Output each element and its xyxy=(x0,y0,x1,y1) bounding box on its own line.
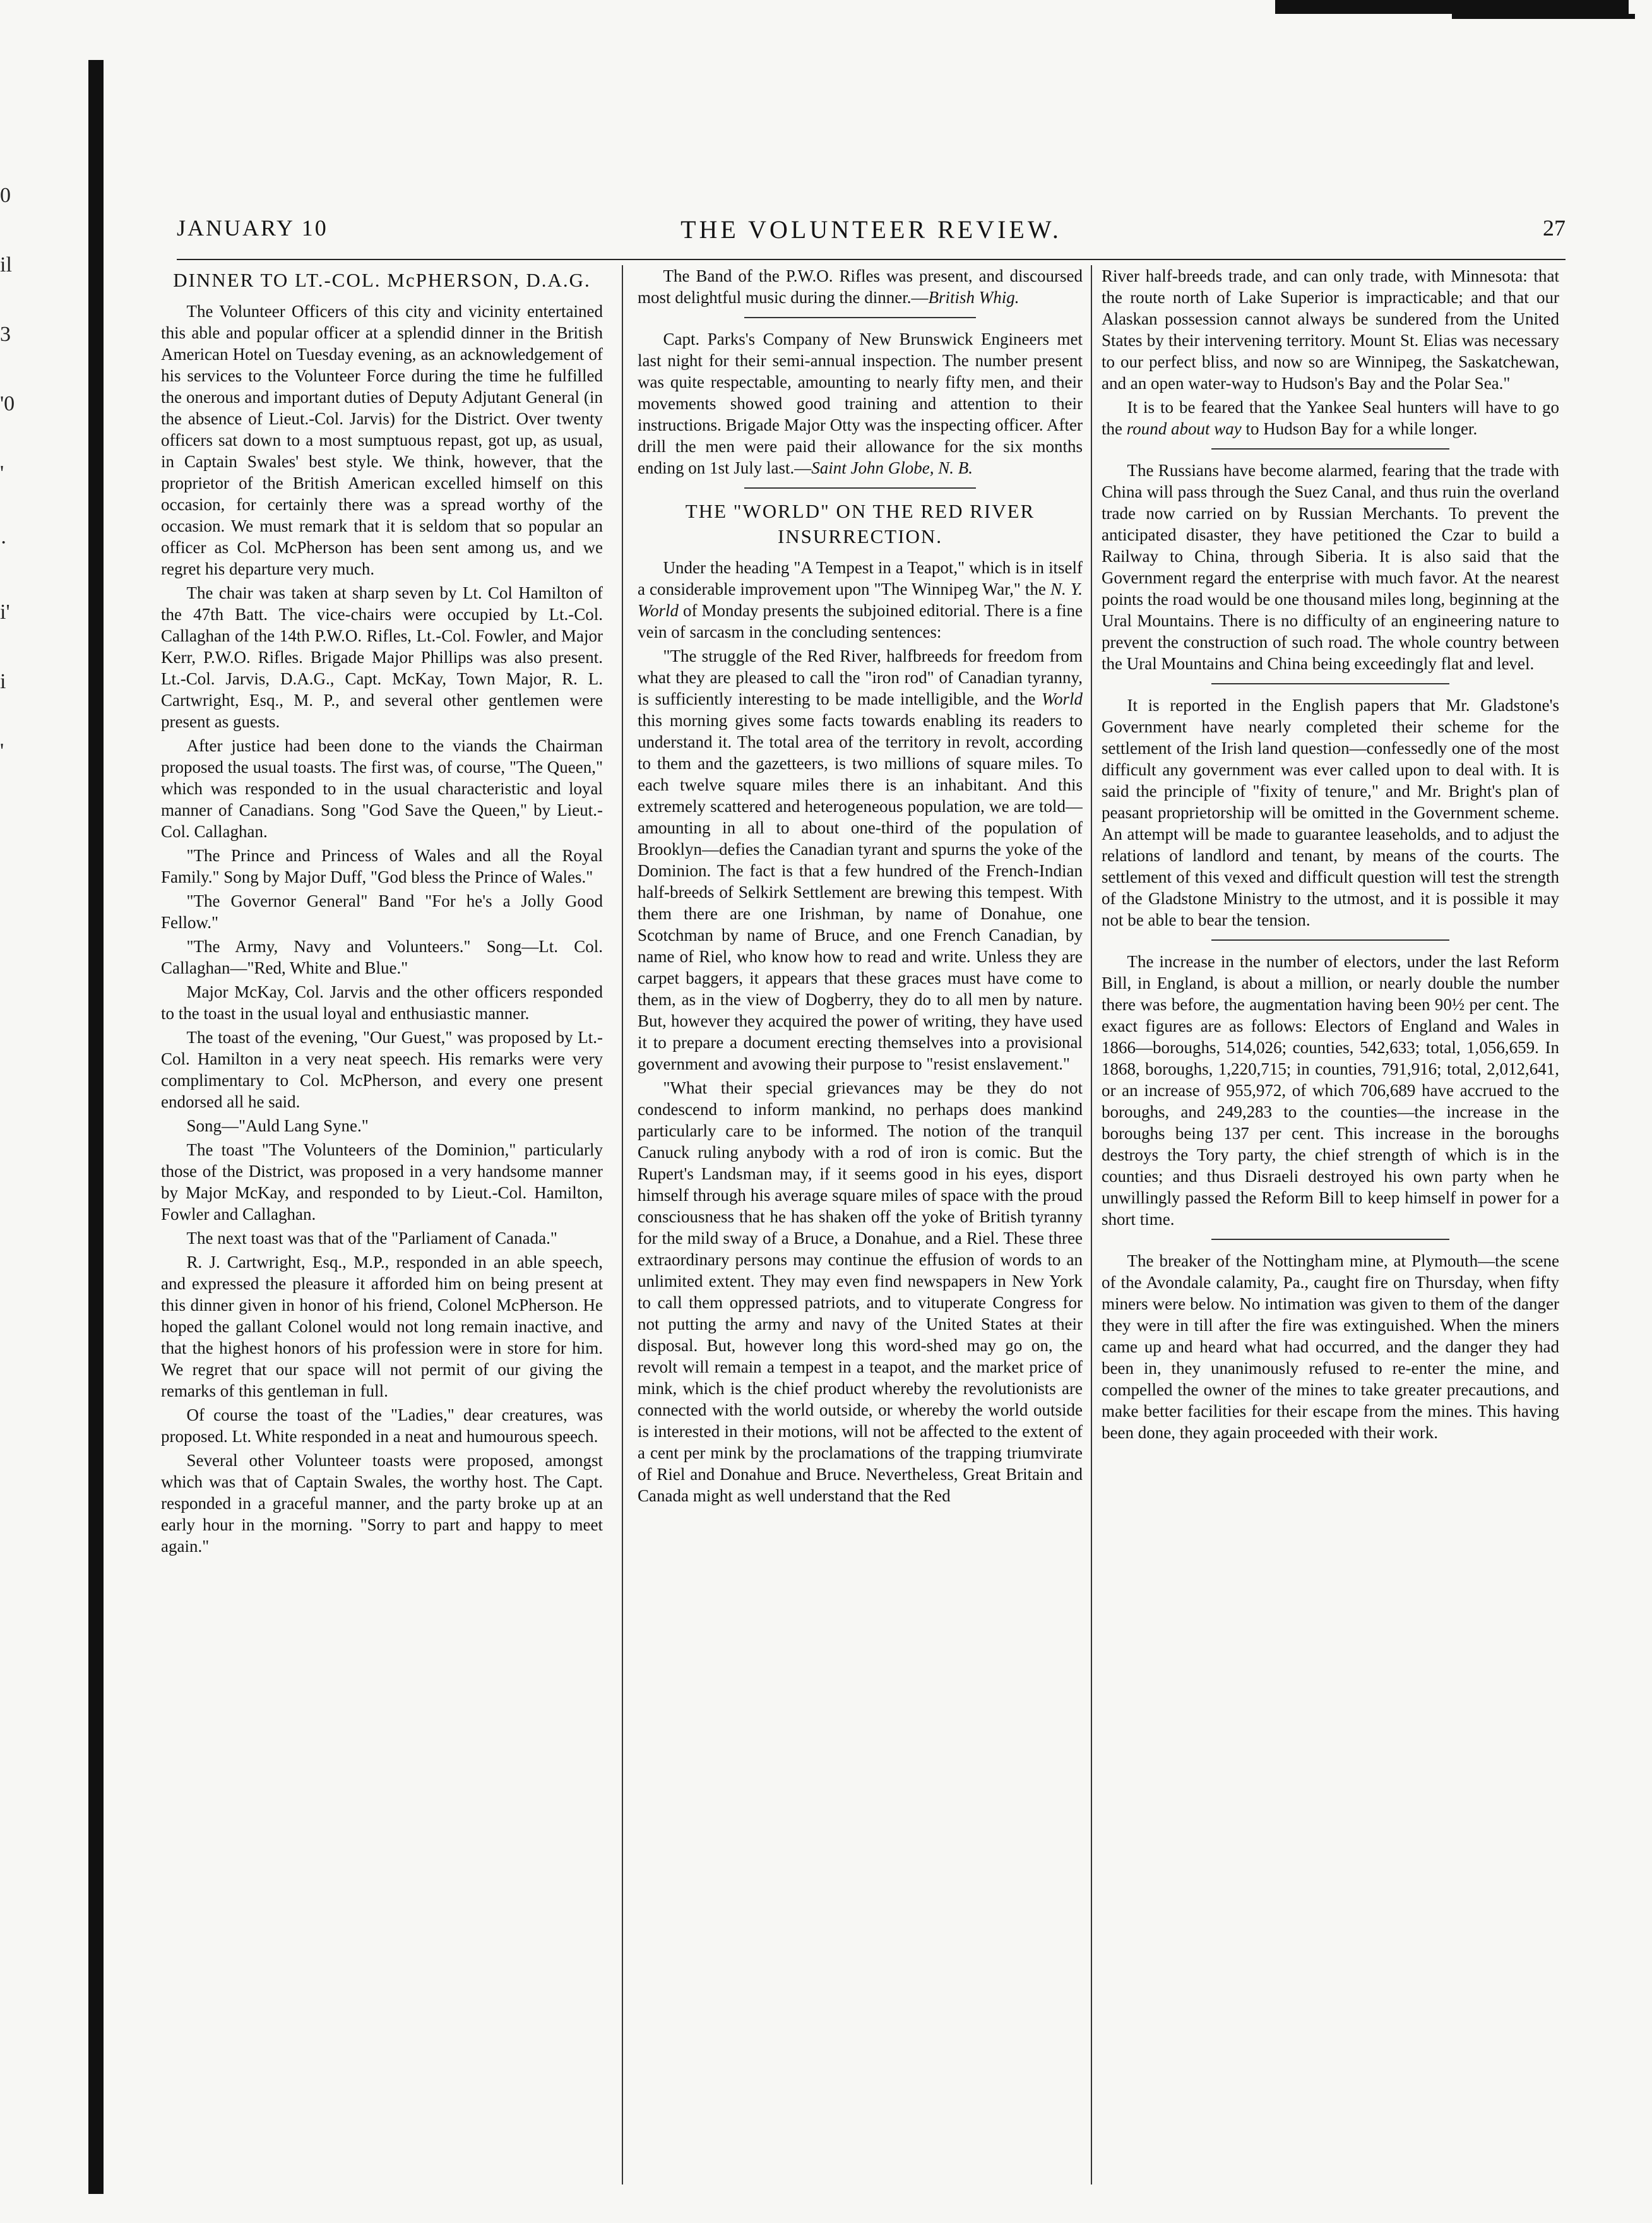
paragraph: The chair was taken at sharp seven by Lt. Col Hamilton of the 47th Batt. The vice-chairs were occupied by Lt.-Col. Callaghan of the 14th P.W.O. Rifles, Lt.-Col. Fowler, and Major Kerr, P.W.O. Rifles. Brigade Major Phillips was also present. Lt.-Col. Jarvis, D.A.G., Capt. McKay, Town Major, R. L. Cartwright, Esq., M. P., and several other gentlemen were present as guests. xyxy=(161,583,603,731)
newspaper-name: N. Y. World xyxy=(638,580,1083,620)
paragraph: "The Army, Navy and Volunteers." Song—Lt. Col. Callaghan—"Red, White and Blue." xyxy=(161,937,603,977)
paragraph: Major McKay, Col. Jarvis and the other officers responded to the toast in the usual loyal and enthusiastic manner. xyxy=(161,982,603,1023)
paragraph xyxy=(1102,396,1559,439)
article-headline: DINNER TO LT.-COL. McPHERSON, D.A.G. xyxy=(173,269,591,291)
column-3 xyxy=(1102,265,1559,2172)
paragraph: The breaker of the Nottingham mine, at Plymouth—the scene of the Avondale calamity, Pa., caught fire on Thursday, when fifty miners were below. No intimation was given to them of the danger they were in till after the fire was extinguished. When the miners came up and heard what had occurred, and the danger they had been in, they unanimously refused to re-enter the mine, and compelled the owner of the mines to take greater precautions, and make better facilities for their escape from the mines. This having been done, they again proceeded with their work. xyxy=(1102,1251,1559,1442)
page-number: 27 xyxy=(1543,215,1566,241)
scan-edge-bar xyxy=(1452,14,1635,19)
margin-mark: 3 xyxy=(0,323,11,346)
paragraph: R. J. Cartwright, Esq., M.P., responded in an able speech, and expressed the pleasure it afforded him on being present at this dinner given in honor of his friend, Colonel McPherson. He hoped the gallant Colonel would not long remain inactive, and that the highest honors of his profession were in store for him. We regret that our space will not permit of our giving the remarks of this gentleman in full. xyxy=(161,1253,603,1400)
paragraph-text: Under the heading "A Tempest in a Teapot," which is in itself a considerable improvement upon "The Winnipeg War," the xyxy=(638,558,1083,599)
paragraph: After justice had been done to the viands the Chairman proposed the usual toasts. The first was, of course, "The Queen," which was responded to in the usual characteristic and loyal manner of Canadians. Song "God Save the Queen," by Lieut.-Col. Callaghan. xyxy=(161,736,603,841)
margin-marks xyxy=(0,161,25,786)
article-separator xyxy=(1211,939,1449,941)
article-headline: THE "WORLD" ON THE RED RIVER INSURRECTION. xyxy=(685,500,1035,547)
news-text: Capt. Parks's Company of New Brunswick Engineers met last night for their semi-annual inspection. The number present was quite respectable, amounting to nearly fifty men, and their movements showed good training and attention to their instructions. Brigade Major Otty was the inspecting officer. After drill the men were paid their allowance for the six months ending on 1st July last.— xyxy=(638,330,1083,477)
issue-date: JANUARY 10 xyxy=(177,215,328,241)
source-credit: British Whig. xyxy=(928,288,1019,307)
scan-edge-bar xyxy=(1275,0,1629,14)
paragraph-text: It is to be feared that the Yankee Seal hunters will have to go the xyxy=(1102,398,1559,438)
paragraph: Several other Volunteer toasts were proposed, amongst which was that of Captain Swales, the worthy host. The Capt. responded in a graceful manner, and the party broke up at an early hour in the morning. "Sorry to part and happy to meet again." xyxy=(161,1451,603,1556)
paragraph: Of course the toast of the "Ladies," dear creatures, was proposed. Lt. White responded in a neat and humourous speech. xyxy=(161,1405,603,1446)
paragraph: River half-breeds trade, and can only trade, with Minnesota: that the route north of Lake Superior is impracticable; and that our Alaskan possession cannot always be sundered from the United States by their intervening territory. Mount St. Elias was necessary to our perfect bliss, and now so are Winnipeg, the Saskatchewan, and an open water-way to Hudson's Bay and the Polar Sea." xyxy=(1102,266,1559,393)
column-2 xyxy=(638,265,1083,2172)
paragraph: The Volunteer Officers of this city and vicinity entertained this able and popular officer at a splendid dinner in the British American Hotel on Tuesday evening, as an acknowledgement of his services to the Volunteer Force during the time he fulfilled the onerous and important duties of Deputy Adjutant General (in the absence of Lieut.-Col. Jarvis) for the District. Over twenty officers sat down to a most sumptuous repast, got up, as usual, in Captain Swales' best style. We think, however, that the proprietor of the British American excelled himself on this occasion, for certainly there was a spread worthy of the occasion. We must remark that it is seldom that so popular an officer as Col. McPherson has been sent among us, and we regret his departure very much. xyxy=(161,302,603,578)
emphasis: round about way xyxy=(1126,419,1242,438)
article-separator xyxy=(744,317,976,318)
paragraph: The toast of the evening, "Our Guest," was proposed by Lt.-Col. Hamilton in a very neat speech. His remarks were very complimentary to Col. McPherson, and every one present endorsed all he said. xyxy=(161,1028,603,1111)
paragraph: The toast "The Volunteers of the Dominion," particularly those of the District, was proposed in a very handsome manner by Major McKay, and responded to by Lieut.-Col. Hamilton, Fowler and Callaghan. xyxy=(161,1140,603,1224)
news-item xyxy=(638,265,1083,308)
paragraph: The Russians have become alarmed, fearing that the trade with China will pass through the Suez Canal, and thus ruin the overland trade now carried on by Russian Merchants. To prevent the anticipated disaster, they have petitioned the Czar to build a Railway to China, through Siberia. It is also said that the Government regard the enterprise with much favor. At the nearest points the road would be one thousand miles long, beginning at the Ural Mountains. There is no difficulty of an engineering nature to prevent the construction of such road. The whole country between the Ural Mountains and China being exceedingly flat and level. xyxy=(1102,461,1559,673)
paragraph xyxy=(638,557,1083,643)
paragraph-text: of Monday presents the subjoined editorial. There is a fine vein of sarcasm in the concluding sentences: xyxy=(638,601,1083,641)
column-rule xyxy=(1091,265,1092,2184)
paragraph: Song—"Auld Lang Syne." xyxy=(186,1116,369,1135)
article-separator xyxy=(1211,448,1449,450)
column-1 xyxy=(161,265,603,2172)
article-separator xyxy=(1211,1239,1449,1240)
binding-edge-bar xyxy=(88,60,104,2194)
news-text: The Band of the P.W.O. Rifles was present, and discoursed most delightful music during the dinner.— xyxy=(638,266,1083,307)
news-item xyxy=(638,328,1083,479)
margin-mark: ' xyxy=(0,739,4,763)
paragraph: "The Governor General" Band "For he's a Jolly Good Fellow." xyxy=(161,891,603,932)
paragraph: The increase in the number of electors, under the last Reform Bill, in England, is about a million, or nearly double the number there was before, the augmentation having been 90½ per cent. The exact figures are as follows: Electors of England and Wales in 1866—boroughs, 514,026; counties, 542,633; total, 1,056,659. In 1868, boroughs, 1,220,715; in counties, 791,916; total, 2,012,641, or an increase of 955,972, of which 706,689 have accrued to the boroughs, and 249,283 to the counties—the increase in the boroughs being 137 per cent. This increase in the boroughs destroys the Tory party, the chief strength of which is in the counties; and thus Disraeli destroyed his own party when he unwillingly passed the Reform Bill to keep himself in power for a short time. xyxy=(1102,952,1559,1229)
column-rule xyxy=(622,265,623,2184)
source-credit: Saint John Globe, N. B. xyxy=(811,458,973,477)
paragraph-text: "The struggle of the Red River, halfbreeds for freedom from what they are pleased to call the "iron rod" of Canadian tyranny, is sufficiently interesting to be made intelligible, and the xyxy=(638,647,1083,708)
article-separator xyxy=(744,487,976,489)
paragraph xyxy=(638,645,1083,1075)
paragraph-text: to Hudson Bay for a while longer. xyxy=(1241,419,1478,438)
page-header xyxy=(177,215,1566,260)
article-separator xyxy=(1211,683,1449,684)
margin-mark: '0 xyxy=(0,392,15,415)
paragraph: "The Prince and Princess of Wales and all the Royal Family." Song by Major Duff, "God bless the Prince of Wales." xyxy=(161,846,603,886)
margin-mark: i' xyxy=(0,600,10,624)
margin-mark: 0 xyxy=(0,184,11,207)
margin-mark: i xyxy=(0,670,6,693)
paragraph: The next toast was that of the "Parliament of Canada." xyxy=(186,1229,557,1248)
margin-mark: · xyxy=(0,531,8,554)
paragraph: It is reported in the English papers that Mr. Gladstone's Government have nearly completed their scheme for the settlement of the Irish land question—confessedly one of the most difficult any government was ever called upon to deal with. It is said the principle of "fixity of tenure," and Mr. Bright's plan of peasant proprietorship will be omitted in the Government scheme. An attempt will be made to guarantee leaseholds, and to adjust the relations of landlord and tenant, by means of the courts. The settlement of this vexed and difficult question will test the strength of the Gladstone Ministry to the utmost, and it is possible it may not be able to bear the tension. xyxy=(1102,696,1559,929)
publication-title: THE VOLUNTEER REVIEW. xyxy=(680,215,1062,244)
margin-mark: ' xyxy=(0,462,4,485)
paragraph-text: this morning gives some facts towards enabling its readers to understand it. The total area of the territory in revolt, according to them and the gazetteers, is two millions of square miles. To each twelve square miles there is an inhabitant. And this extremely scattered and heterogeneous population, we are told—amounting in all to about one-third of the population of Brooklyn—defies the Canadian tyrant and spurns the yoke of the Dominion. The fact is that a few hundred of the French-Indian half-breeds of Selkirk Settlement are brewing this tempest. With them there are one Irishman, by name of Donahue, one Scotchman by name of Bruce, and one French Canadian, by name of Riel, who know how to read and write. Unless they are carpet baggers, it appears that these graces must have come to them, as in the view of Dogberry, they do to all men by nature. But, however they acquired the power of writing, they have used it to prepare a document erecting themselves into a provisional government and avowing their purpose to "resist enslavement." xyxy=(638,711,1083,1073)
paragraph: "What their special grievances may be they do not condescend to inform mankind, no perhaps does mankind particularly care to be informed. The notion of the tranquil Canuck ruling anybody with a rod of iron is comic. But the Rupert's Landsman may, if it seems good in his eyes, disport himself through his average square miles of space with the proud consciousness that he has shaken off the yoke of British tyranny for the mild sway of a Bruce, a Donahue, and a Riel. These three extraordinary persons may continue the effusion of words to an unlimited extent. They may even find newspapers in New York to call them oppressed patriots, and to vituperate Congress for not putting the army and navy of the United States at their disposal. But, however long this word-shed may go on, the revolt will remain a tempest in a teapot, and the market price of mink, which is the chief product whereby the revolutionists are connected with the world outside, or whereby the world outside is interested in their motions, will not be affected to the extent of a cent per mink by the proclamations of the trapping triumvirate of Riel and Donahue and Bruce. Nevertheless, Great Britain and Canada might as well understand that the Red xyxy=(638,1078,1083,1505)
newspaper-name: World xyxy=(1041,689,1083,708)
margin-mark: il xyxy=(0,253,12,277)
